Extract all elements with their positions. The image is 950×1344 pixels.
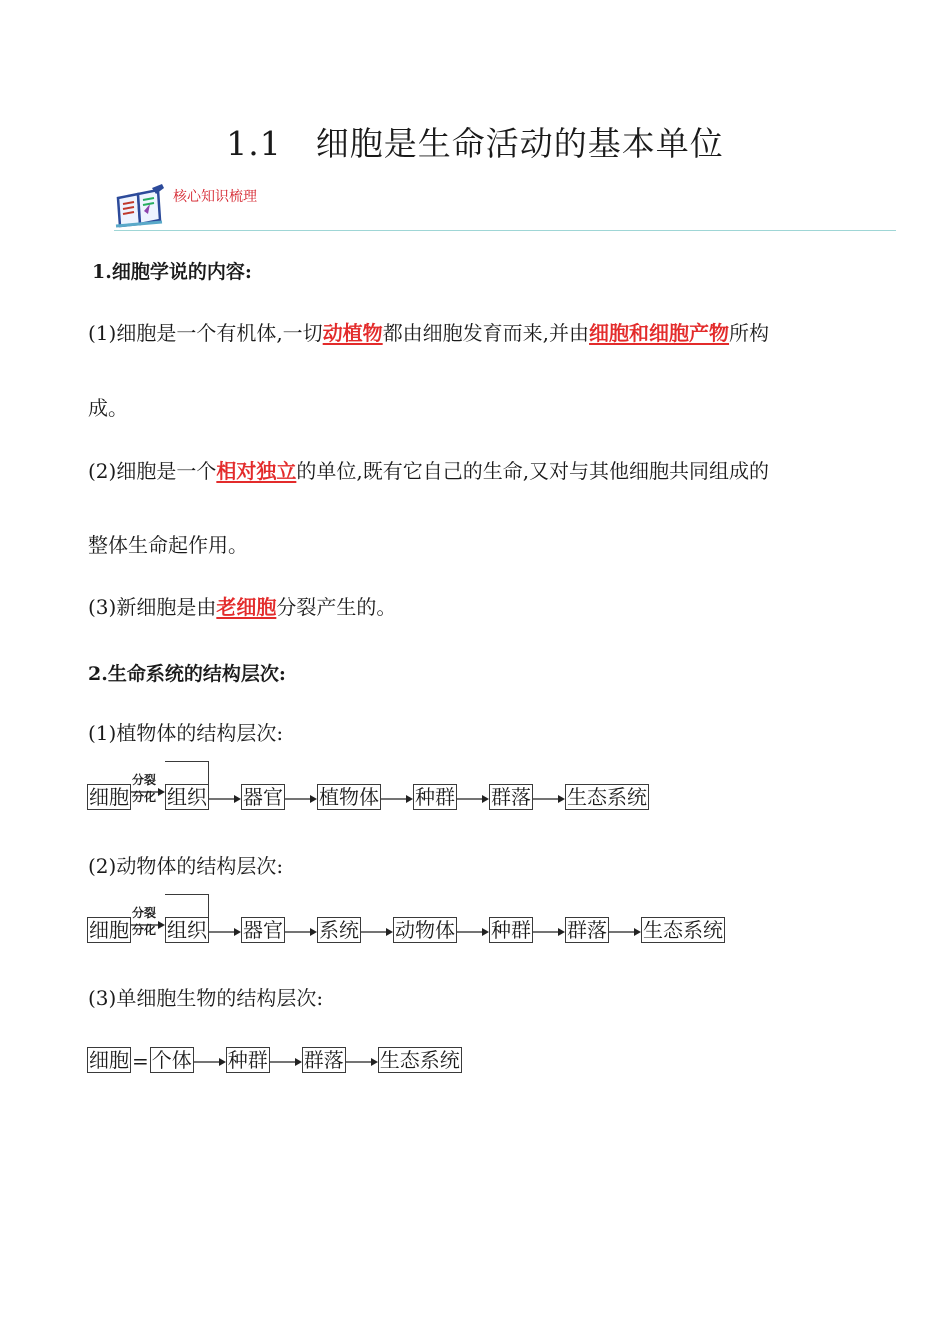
arrow-label-differentiation: 分化 <box>132 923 157 937</box>
box-level: 器官 <box>243 785 283 809</box>
arrow-label-division: 分裂 <box>132 906 157 920</box>
box-level: 种群 <box>227 1048 268 1072</box>
box-level: 群落 <box>567 918 607 942</box>
box-level: 器官 <box>243 918 283 942</box>
box-cell: 细胞 <box>89 785 129 809</box>
text: 所构 <box>729 321 770 345</box>
box-level: 群落 <box>303 1048 344 1072</box>
text: (1)细胞是一个有机体,一切 <box>88 321 323 345</box>
single-cell-hierarchy-flow <box>87 1047 462 1073</box>
notebook-logo-icon <box>114 184 166 228</box>
box-level: 生态系统 <box>567 785 647 809</box>
section1-heading: 1.细胞学说的内容: <box>92 261 252 283</box>
s1-paragraph-1 <box>88 319 769 347</box>
arrow-right-icon <box>346 1049 378 1073</box>
arrow-right-icon <box>533 919 565 943</box>
bracket-line <box>165 761 209 784</box>
plant-hierarchy-flow <box>87 773 649 810</box>
text: 的单位,既有它自己的生命,又对与其他细胞共同组成的 <box>296 459 770 483</box>
arrow-right-icon <box>285 786 317 810</box>
arrow-right-icon <box>457 786 489 810</box>
box-cell: 细胞 <box>89 1048 129 1072</box>
text: (3)新细胞是由 <box>88 595 217 619</box>
keyword-old-cells: 老细胞 <box>216 595 277 619</box>
equals-sign: = <box>132 1049 149 1073</box>
box-individual: 个体 <box>151 1048 192 1072</box>
division-differentiation-arrow <box>131 773 165 810</box>
bracket-line <box>165 894 209 917</box>
single-label: (3)单细胞生物的结构层次: <box>88 986 324 1010</box>
arrow-right-icon <box>381 786 413 810</box>
arrow-right-icon <box>533 786 565 810</box>
s1-paragraph-2 <box>88 457 769 485</box>
text: 都由细胞发育而来,并由 <box>382 321 590 345</box>
title-text: 细胞是生命活动的基本单位 <box>315 124 724 163</box>
page-title <box>0 118 950 165</box>
box-level: 生态系统 <box>643 918 723 942</box>
arrow-right-icon <box>361 919 393 943</box>
arrow-right-icon <box>457 919 489 943</box>
box-tissue: 组织 <box>165 784 209 810</box>
title-number: 1.1 <box>226 124 282 163</box>
text: 分裂产生的。 <box>276 595 397 619</box>
box-level: 种群 <box>491 918 531 942</box>
divider <box>114 230 896 231</box>
animal-hierarchy-flow <box>87 906 725 943</box>
text: (2)细胞是一个 <box>88 459 217 483</box>
s1-paragraph-2-cont: 整体生命起作用。 <box>88 533 248 557</box>
box-level: 植物体 <box>319 785 379 809</box>
keyword-cells-products: 细胞和细胞产物 <box>589 321 730 345</box>
arrow-label-division: 分裂 <box>132 773 157 787</box>
arrow-label-differentiation: 分化 <box>132 790 157 804</box>
arrow-right-icon <box>609 919 641 943</box>
s1-paragraph-1-cont: 成。 <box>88 396 128 420</box>
arrow-right-icon <box>209 919 241 943</box>
section-label: 核心知识梳理 <box>173 189 257 205</box>
section2-heading: 2.生命系统的结构层次: <box>88 663 286 685</box>
box-level: 动物体 <box>395 918 455 942</box>
keyword-relative-independent: 相对独立 <box>216 459 297 483</box>
plant-label: (1)植物体的结构层次: <box>88 721 284 745</box>
box-level: 群落 <box>491 785 531 809</box>
s1-paragraph-3 <box>88 593 396 621</box>
box-tissue: 组织 <box>165 917 209 943</box>
division-differentiation-arrow <box>131 906 165 943</box>
box-level: 系统 <box>319 918 359 942</box>
box-level: 生态系统 <box>379 1048 460 1072</box>
arrow-right-icon <box>194 1049 226 1073</box>
animal-label: (2)动物体的结构层次: <box>88 854 284 878</box>
box-level: 种群 <box>415 785 455 809</box>
arrow-right-icon <box>209 786 241 810</box>
keyword-animals-plants: 动植物 <box>322 321 383 345</box>
arrow-right-icon <box>285 919 317 943</box>
box-cell: 细胞 <box>89 918 129 942</box>
arrow-right-icon <box>270 1049 302 1073</box>
